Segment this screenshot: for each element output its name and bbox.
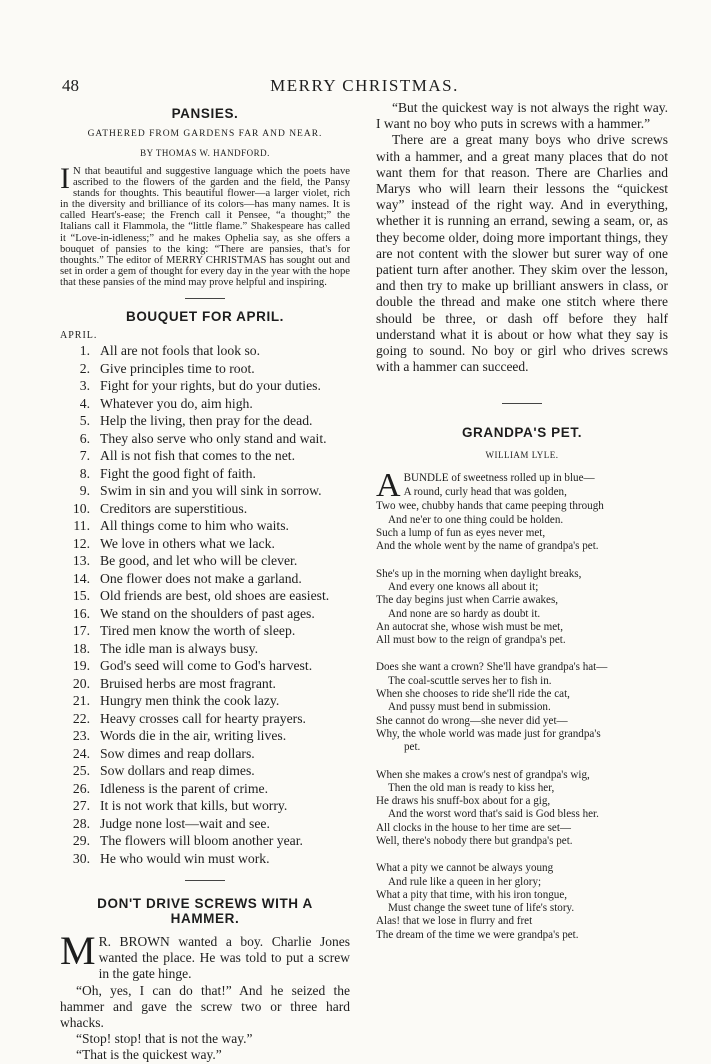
screws-paragraph (60, 928, 350, 983)
bouquet-item (60, 342, 350, 360)
bouquet-item-text: Fight the good fight of faith. (100, 465, 256, 481)
page-header (62, 76, 667, 100)
section-divider (185, 298, 225, 299)
poem-line: And none are so hardy as doubt it. (388, 607, 541, 620)
bouquet-item-number: 29. (72, 833, 90, 849)
bouquet-item-number: 2. (79, 360, 90, 376)
poem-line: Why, the whole world was made just for grandpa's (376, 727, 601, 740)
poem-author: WILLIAM LYLE. (485, 450, 559, 461)
bouquet-item-text: All is not fish that comes to the net. (100, 448, 296, 464)
bouquet-item-number: 19. (72, 658, 90, 674)
bouquet-item (60, 762, 350, 780)
bouquet-item-text: Be good, and let who will be clever. (100, 553, 298, 569)
screws-paragraph: There are a great many boys who drive screws with a hammer, and a great many places that do not want them for that reason. There are Charlies and Marys who will learn their lessons the “quickest way” instead of the right way. And in everything, whether it is running an errand, sewing a seam, or, as they become older, doing more important things, they are not content with the slower but surer way of one patient turn after another. They skim over the lesson, and then try to make up brilliant answers in class, or double the thread and make one stitch where there should be three, or dash off before they half understand what it is about or how what they say is going to sound. No boy or girl who drives screws with a hammer can succeed. (376, 132, 668, 375)
poem-line: She's up in the morning when daylight breaks, (376, 567, 582, 580)
bouquet-section (60, 309, 350, 881)
poem-line: And pussy must bend in submission. (388, 701, 551, 714)
bouquet-item-text: Creditors are superstitious. (100, 500, 248, 516)
bouquet-item-text: God's seed will come to God's harvest. (100, 658, 313, 674)
bouquet-item-number: 18. (72, 640, 90, 656)
bouquet-item (60, 465, 350, 483)
bouquet-item-number: 4. (79, 395, 90, 411)
screws-section (60, 896, 350, 1064)
bouquet-item (60, 482, 350, 500)
bouquet-item-number: 3. (79, 378, 90, 394)
pansies-intro (60, 162, 350, 288)
poem-line: What a pity we cannot be always young (376, 862, 554, 875)
bouquet-item-text: We stand on the shoulders of past ages. (100, 605, 315, 621)
bouquet-item (60, 447, 350, 465)
bouquet-item-number: 22. (72, 710, 90, 726)
bouquet-item-text: The flowers will bloom another year. (100, 833, 303, 849)
bouquet-item-text: Old friends are best, old shoes are easiest. (100, 588, 330, 604)
poem-stanza (376, 467, 668, 553)
screws-paragraph: “Stop! stop! that is not the way.” (76, 1031, 253, 1047)
bouquet-item-text: Help the living, then pray for the dead. (100, 413, 313, 429)
bouquet-item (60, 377, 350, 395)
bouquet-item-text: Judge none lost—wait and see. (100, 815, 270, 831)
poem-title: GRANDPA'S PET. (461, 425, 583, 441)
bouquet-item-text: We love in others what we lack. (100, 535, 275, 551)
bouquet-item (60, 535, 350, 553)
poem-line: He draws his snuff-box about for a gig, (376, 795, 551, 808)
bouquet-item (60, 745, 350, 763)
poem-line: And every one knows all about it; (388, 580, 539, 593)
poem-line: All clocks in the house to her time are set— (376, 821, 572, 834)
poem-dropcap: A (376, 467, 401, 505)
bouquet-item (60, 412, 350, 430)
bouquet-item-number: 27. (72, 798, 90, 814)
page-number: 48 (62, 76, 79, 95)
bouquet-item-text: He who would win must work. (100, 850, 270, 866)
bouquet-item (60, 517, 350, 535)
poem-line: pet. (404, 741, 421, 754)
poem-line: The coal-scuttle serves her to fish in. (388, 674, 552, 687)
running-title: MERRY CHRISTMAS. (270, 76, 459, 95)
bouquet-item-number: 12. (72, 535, 90, 551)
bouquet-item-number: 28. (72, 815, 90, 831)
poem-stanza (376, 661, 668, 754)
bouquet-item-text: The idle man is always busy. (100, 640, 259, 656)
bouquet-item-text: Swim in sin and you will sink in sorrow. (100, 483, 322, 499)
poem-stanza (376, 862, 668, 942)
poem-line: And ne'er to one thing could be holden. (388, 513, 564, 526)
bouquet-item-number: 24. (72, 745, 90, 761)
poem-line: Does she want a crown? She'll have grandpa's hat— (376, 661, 608, 674)
bouquet-item-number: 25. (72, 763, 90, 779)
pansies-section (60, 106, 350, 299)
poem-first-line: BUNDLE of sweetness rolled up in blue— (403, 472, 595, 485)
screws-paragraph: “But the quickest way is not always the right way. I want no boy who puts in screws with a hammer.” (376, 100, 668, 132)
bouquet-title: BOUQUET FOR APRIL. (125, 309, 285, 325)
right-column (376, 100, 668, 942)
bouquet-item-text: Give principles time to root. (100, 360, 255, 376)
pansies-subtitle: GATHERED FROM GARDENS FAR AND NEAR. (87, 129, 323, 139)
screws-title: DON'T DRIVE SCREWS WITH A HAMMER. (97, 896, 313, 927)
poem-line: And the worst word that's said is God bless her. (388, 808, 599, 821)
bouquet-item-text: It is not work that kills, but worry. (100, 798, 288, 814)
pansies-title: PANSIES. (171, 106, 239, 121)
poem-line: The dream of the time we were grandpa's pet. (376, 928, 579, 941)
screws-paragraph-text: R. BROWN wanted a boy. Charlie Jones wanted the place. He was told to put a screw in the gate hinge. (98, 934, 350, 982)
bouquet-item (60, 622, 350, 640)
bouquet-item (60, 640, 350, 658)
bouquet-item (60, 710, 350, 728)
poem-section (376, 425, 668, 942)
bouquet-item-text: Heavy crosses call for hearty prayers. (100, 710, 306, 726)
poem-line: Must change the sweet tune of life's story. (388, 902, 575, 915)
poem-line: A round, curly head that was golden, (403, 485, 567, 498)
poem-line: What a pity that time, with his iron tongue, (376, 888, 568, 901)
bouquet-item (60, 570, 350, 588)
bouquet-item-number: 11. (73, 518, 90, 534)
bouquet-item-number: 6. (79, 430, 90, 446)
poem-line: Well, there's nobody there but grandpa's pet. (376, 834, 573, 847)
bouquet-item-text: They also serve who only stand and wait. (100, 430, 327, 446)
bouquet-item-number: 30. (72, 850, 90, 866)
bouquet-item-text: Words die in the air, writing lives. (100, 728, 287, 744)
bouquet-item (60, 430, 350, 448)
bouquet-item-number: 13. (72, 553, 90, 569)
bouquet-item-text: Sow dollars and reap dimes. (100, 763, 255, 779)
bouquet-item-number: 20. (72, 675, 90, 691)
poem-line: Such a lump of fun as eyes never met, (376, 527, 546, 540)
bouquet-item (60, 657, 350, 675)
poem-stanza (376, 769, 668, 849)
bouquet-item-text: All are not fools that look so. (100, 343, 261, 359)
bouquet-item (60, 675, 350, 693)
poem-line: When she chooses to ride she'll ride the cat, (376, 688, 570, 701)
poem-line: The day begins just when Carrie awakes, (376, 594, 559, 607)
bouquet-month: APRIL. (60, 330, 98, 342)
bouquet-item-text: Bruised herbs are most fragrant. (100, 675, 276, 691)
left-column (60, 106, 350, 1064)
bouquet-item-number: 21. (72, 693, 90, 709)
bouquet-item-number: 15. (72, 588, 90, 604)
bouquet-item (60, 360, 350, 378)
screws-paragraph: “Oh, yes, I can do that!” And he seized the hammer and gave the screw two or three hard whacks. (60, 982, 350, 1031)
bouquet-item-text: Tired men know the worth of sleep. (100, 623, 296, 639)
bouquet-item-number: 26. (72, 780, 90, 796)
bouquet-item-text: Fight for your rights, but do your duties. (100, 378, 321, 394)
bouquet-item (60, 692, 350, 710)
bouquet-item (60, 797, 350, 815)
bouquet-item-number: 17. (72, 623, 90, 639)
poem-line: Two wee, chubby hands that came peeping through (376, 500, 604, 513)
poem-line: Then the old man is ready to kiss her, (388, 781, 555, 794)
poem-line: Alas! that we lose in flurry and fret (376, 915, 533, 928)
bouquet-item (60, 815, 350, 833)
bouquet-item-number: 7. (79, 448, 90, 464)
poem-stanza (376, 568, 668, 648)
bouquet-item-text: Whatever you do, aim high. (100, 395, 253, 411)
bouquet-item (60, 605, 350, 623)
poem-line: All must bow to the reign of grandpa's pet. (376, 634, 566, 647)
bouquet-item-number: 8. (79, 465, 90, 481)
bouquet-item-text: One flower does not make a garland. (100, 570, 302, 586)
bouquet-item-text: Idleness is the parent of crime. (100, 780, 268, 796)
screws-dropcap: M (60, 928, 96, 974)
pansies-byline: BY THOMAS W. HANDFORD. (140, 148, 270, 158)
poem-line: And rule like a queen in her glory; (388, 875, 542, 888)
bouquet-list (60, 342, 350, 867)
poem-line: She cannot do wrong—she never did yet— (376, 714, 568, 727)
bouquet-item-number: 1. (79, 343, 90, 359)
poem-line: An autocrat she, whose wish must be met, (376, 620, 564, 633)
bouquet-item-number: 14. (72, 570, 90, 586)
screws-paragraph: “That is the quickest way.” (76, 1047, 222, 1063)
bouquet-item (60, 500, 350, 518)
bouquet-item (60, 832, 350, 850)
bouquet-item (60, 850, 350, 868)
bouquet-item (60, 587, 350, 605)
bouquet-item (60, 780, 350, 798)
section-divider (502, 403, 542, 404)
bouquet-item (60, 552, 350, 570)
section-divider (185, 880, 225, 881)
bouquet-item-text: Hungry men think the cook lazy. (100, 693, 280, 709)
bouquet-item (60, 395, 350, 413)
pansies-dropcap: I (60, 162, 70, 195)
bouquet-item-number: 16. (72, 605, 90, 621)
bouquet-item-number: 10. (72, 500, 90, 516)
bouquet-item-number: 23. (72, 728, 90, 744)
bouquet-item-text: All things come to him who waits. (100, 518, 289, 534)
pansies-intro-text: N that beautiful and suggestive language which the poets have ascribed to the flowers of the garden and the field, the Pansy stands for thoughts. This beautiful flower—a larger violet, rich in the diversity and brilliance of its colors—has many names. It is called Heart's-ease; the French call it Pensee, “a thought;” the Italians call it Flammola, the “little flame.” Shakespeare has called it “Love-in-idleness;” and he makes Ophelia say, as she offers a bouquet of pansies to the king: “There are pansies, that's for thoughts.” The editor of MERRY CHRISTMAS has sought out and set in order a gem of thought for every day in the year with the hope that these pansies of the mind may prove helpful and inspiring. (60, 166, 350, 288)
poem-line: And the whole went by the name of grandpa's pet. (376, 540, 599, 553)
bouquet-item-text: Sow dimes and reap dollars. (100, 745, 255, 761)
poem-line: When she makes a crow's nest of grandpa's wig, (376, 768, 590, 781)
bouquet-item-number: 9. (79, 483, 90, 499)
bouquet-item-number: 5. (79, 413, 90, 429)
bouquet-item (60, 727, 350, 745)
